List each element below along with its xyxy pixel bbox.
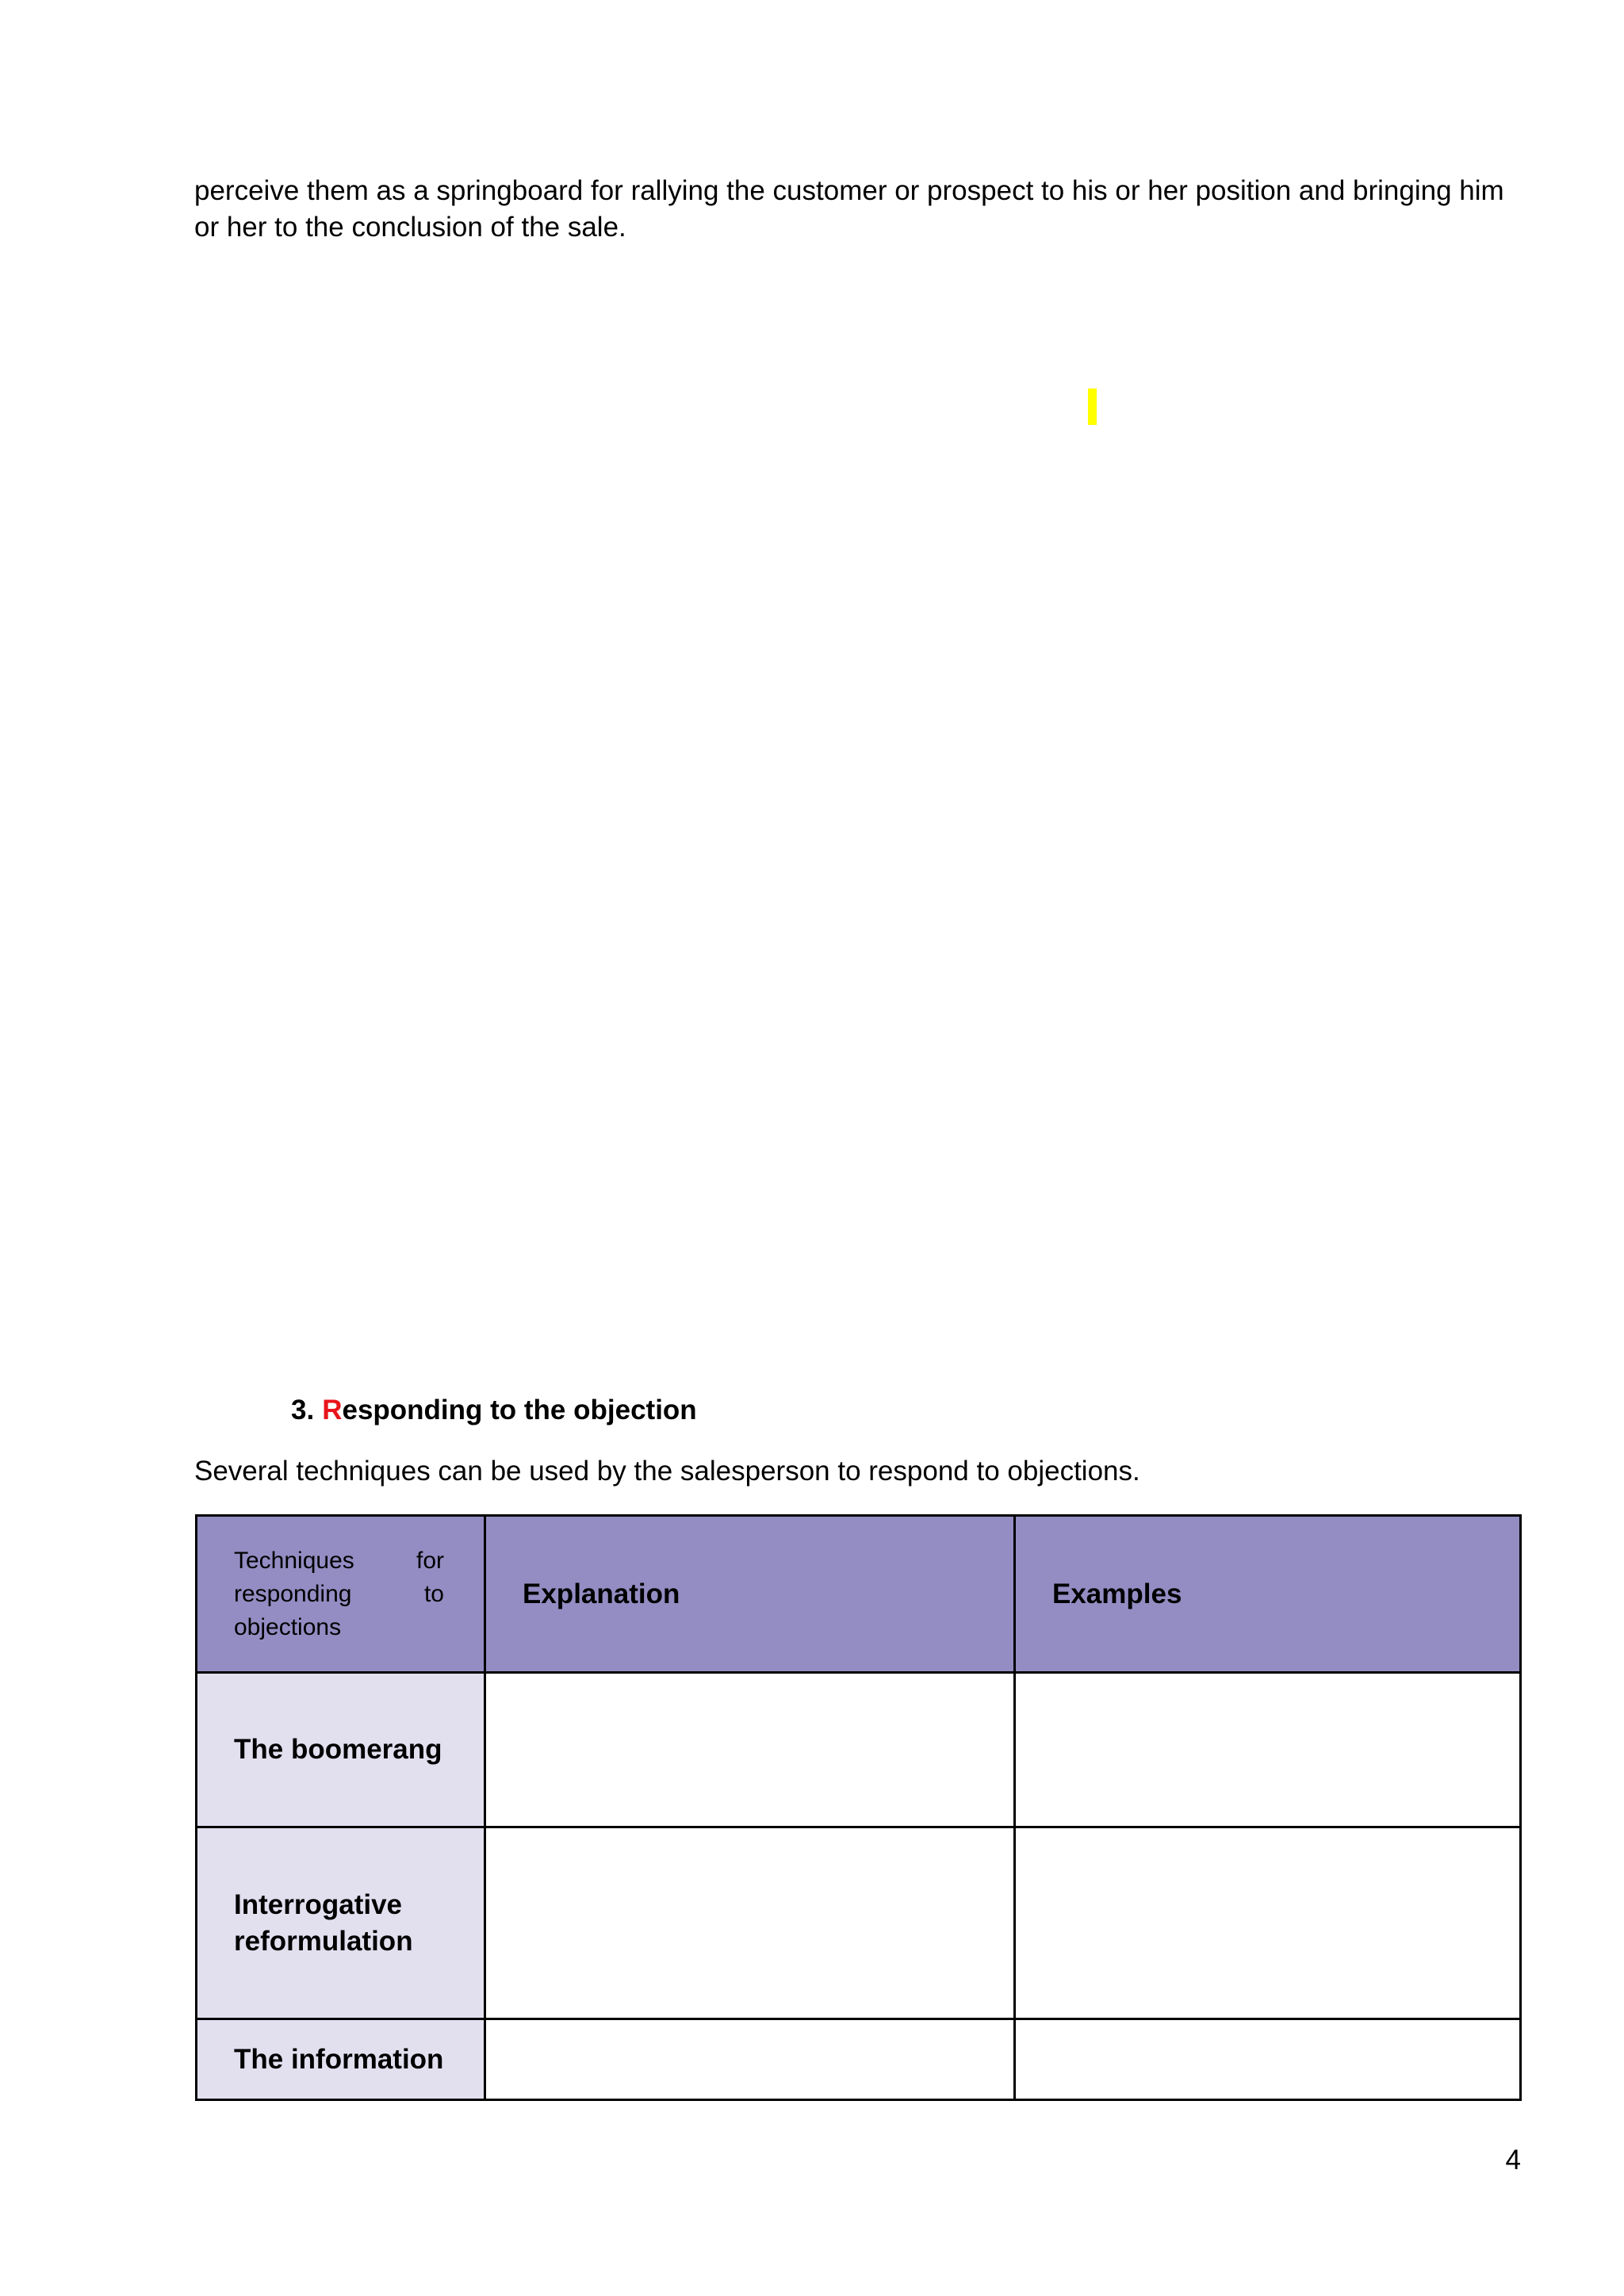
header-explanation-label: Explanation	[523, 1578, 680, 1609]
examples-cell	[1015, 1673, 1521, 1827]
table-row	[197, 1827, 1521, 2019]
explanation-cell	[485, 1827, 1015, 2019]
lead-paragraph: Several techniques can be used by the salesperson to respond to objections.	[194, 1456, 1140, 1487]
page-number: 4	[1505, 2145, 1521, 2175]
technique-cell: The boomerang	[197, 1673, 485, 1827]
table-header-row	[197, 1516, 1521, 1673]
technique-cell: The information	[197, 2019, 485, 2100]
section-number: 3.	[291, 1395, 315, 1425]
header-techniques	[197, 1516, 485, 1673]
section-title-rest: esponding to the objection	[342, 1395, 697, 1425]
examples-cell	[1015, 1827, 1521, 2019]
examples-cell	[1015, 2019, 1521, 2100]
header-examples-label: Examples	[1052, 1578, 1182, 1609]
header-explanation	[485, 1516, 1015, 1673]
technique-cell-label: Interrogative reformulation	[234, 1888, 413, 1957]
header-techniques-label: Techniques for responding to objections	[234, 1547, 444, 1640]
techniques-table	[195, 1514, 1522, 2101]
explanation-cell	[485, 1673, 1015, 1827]
intro-paragraph: perceive them as a springboard for rallying the customer or prospect to his or her position and bringing him or her to the conclusion of the sale.	[194, 175, 1504, 243]
header-examples	[1015, 1516, 1521, 1673]
table-row	[197, 1673, 1521, 1827]
technique-cell	[197, 1827, 485, 2019]
table-row	[197, 2019, 1521, 2100]
section-heading	[291, 1392, 697, 1429]
highlight-mark	[1088, 388, 1097, 425]
explanation-cell	[485, 2019, 1015, 2100]
section-title-first-letter: R	[322, 1395, 343, 1425]
